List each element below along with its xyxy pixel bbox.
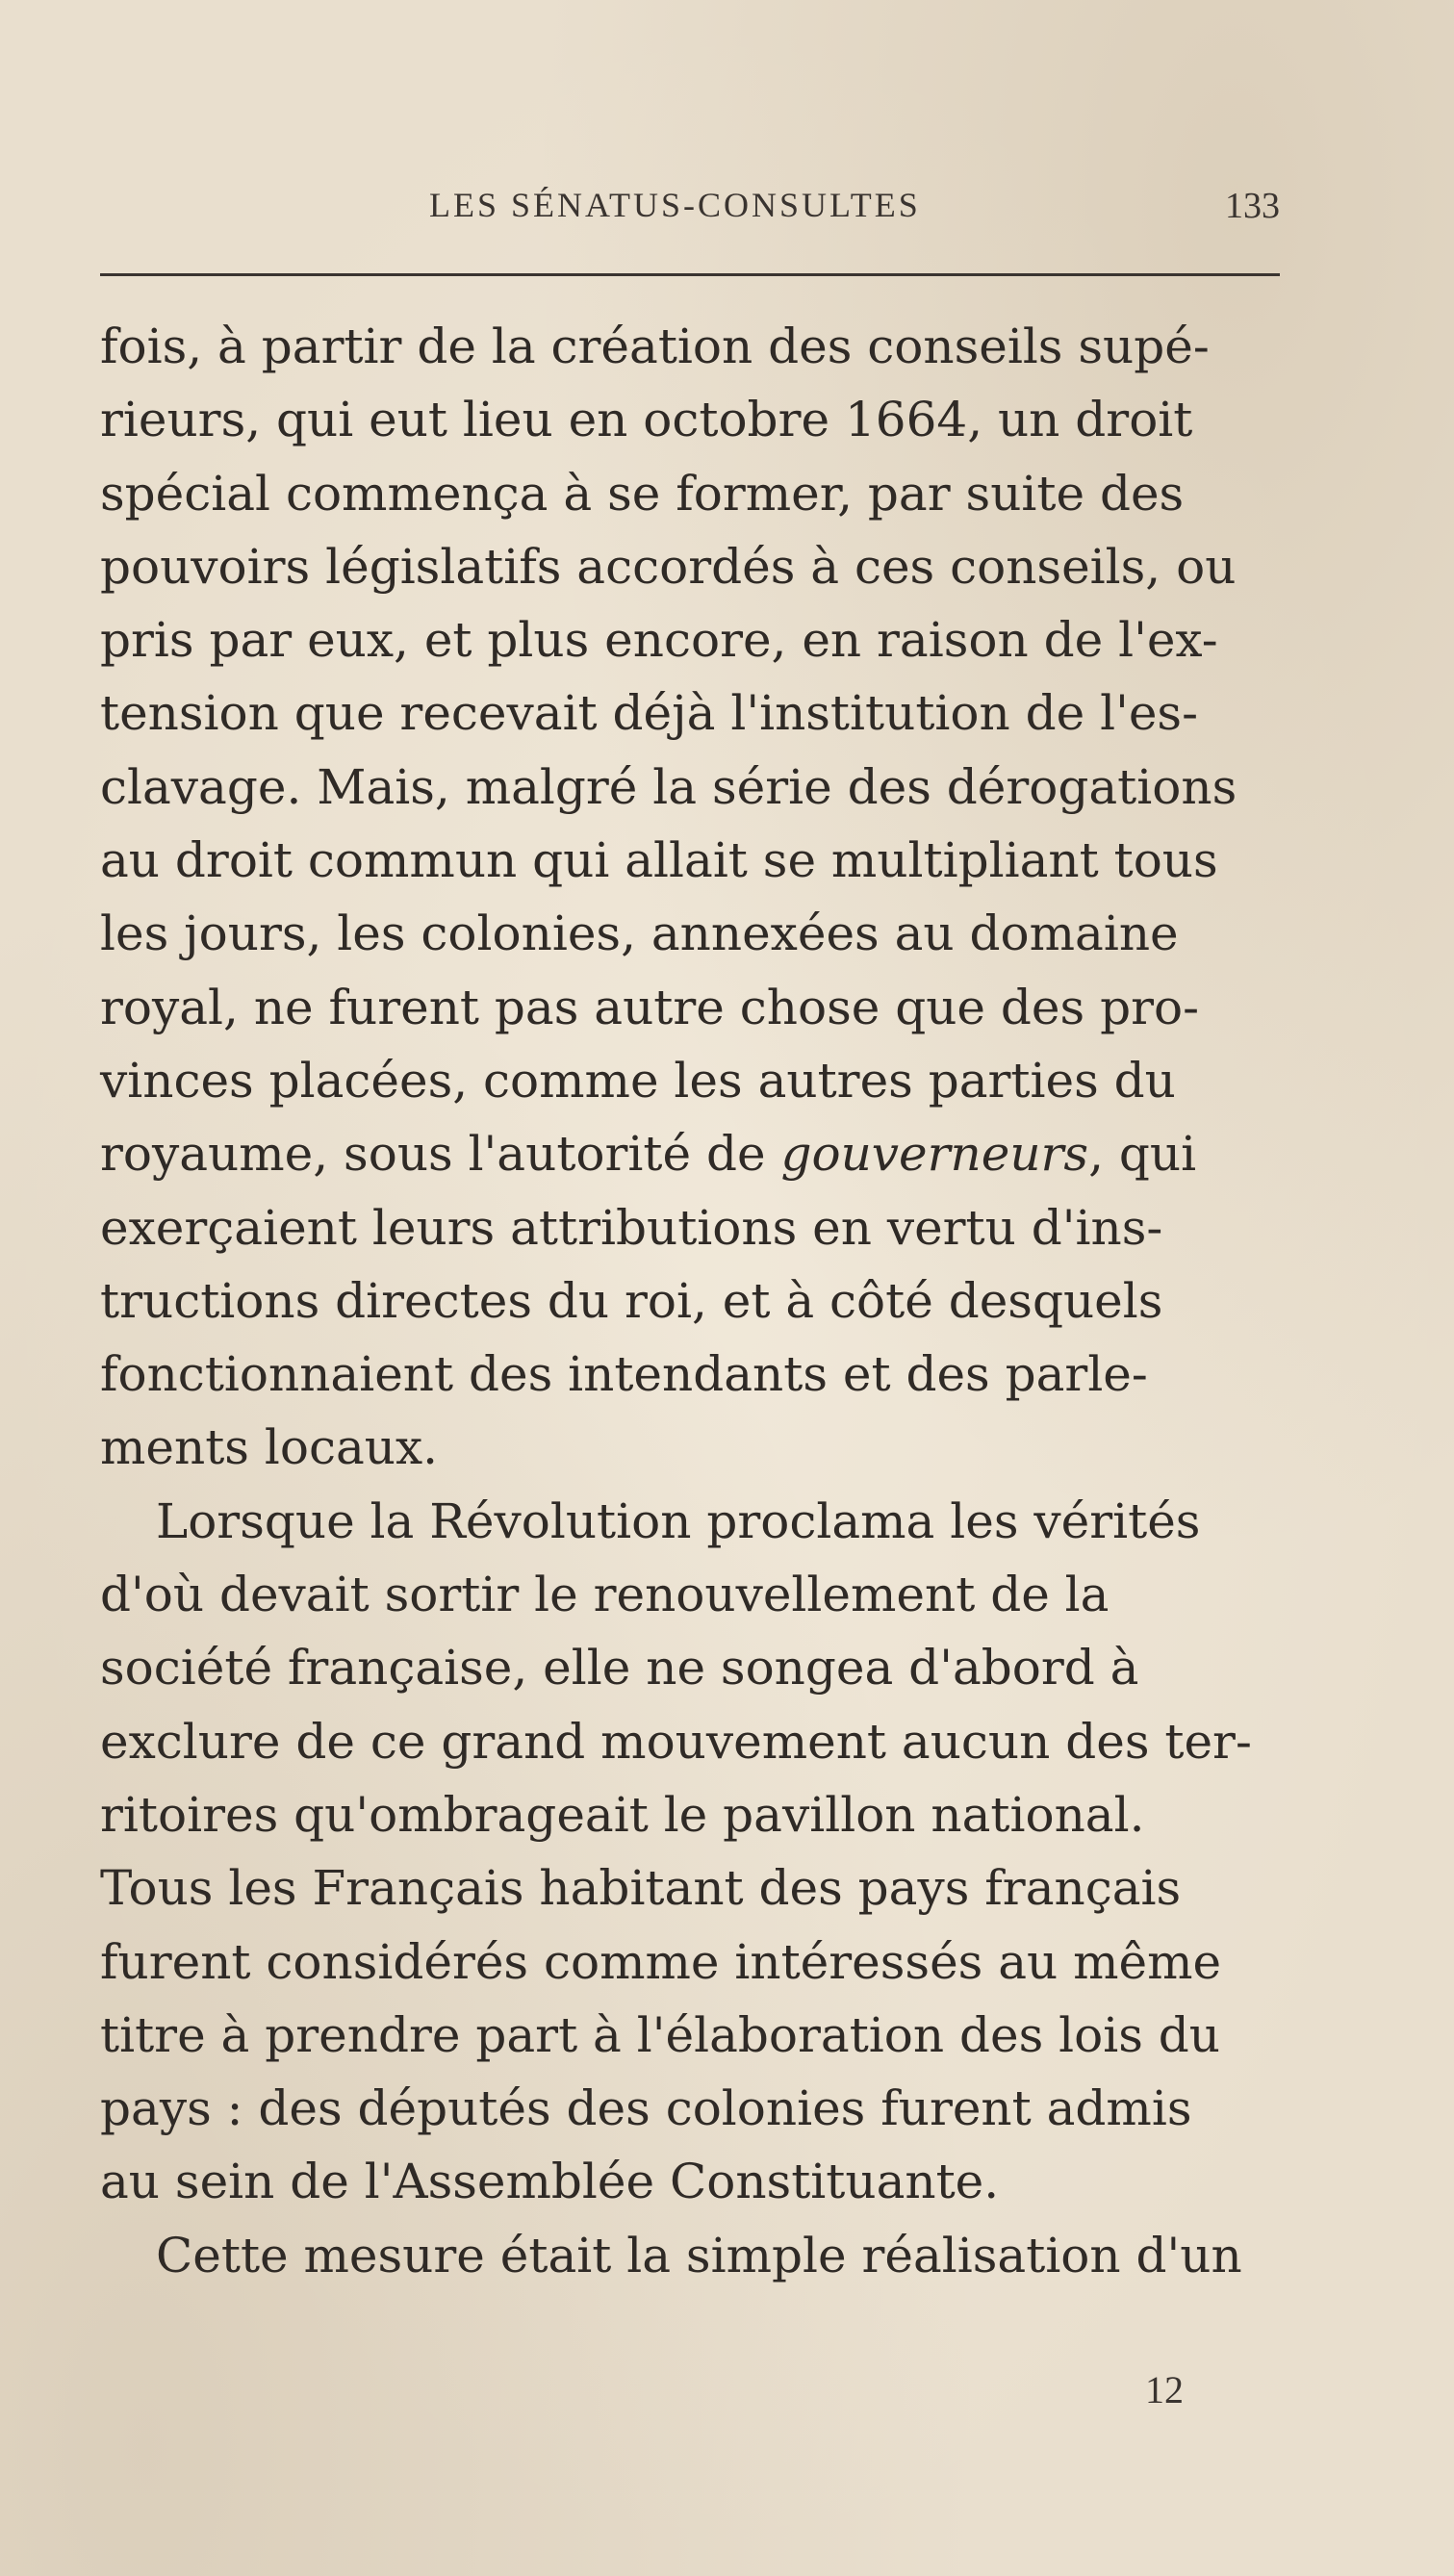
text-line: d'où devait sortir le renouvellement de la [100,1567,1110,1623]
line-segment: , qui [1088,1126,1197,1183]
text-line: furent considérés comme intéressés au même [100,1933,1222,1990]
text-line: les jours, les colonies, annexées au domaine [100,905,1179,962]
text-line: au droit commun qui allait se multipliant tous [100,832,1218,889]
text-line: pris par eux, et plus encore, en raison de l'ex- [100,612,1218,669]
text-line: ments locaux. [100,1419,439,1476]
text-line: fonctionnaient des intendants et des parle- [100,1346,1148,1403]
text-line: pays : des députés des colonies furent admis [100,2080,1192,2137]
paragraph-start-line: Cette mesure était la simple réalisation d'un [156,2227,1242,2283]
text-line: exclure de ce grand mouvement aucun des ter- [100,1713,1252,1770]
running-header [100,185,1280,233]
text-line: royal, ne furent pas autre chose que des pro- [100,979,1199,1035]
text-line: rieurs, qui eut lieu en octobre 1664, un droit [100,392,1193,448]
page-number: 133 [1225,186,1280,226]
text-line: spécial commença à se former, par suite des [100,465,1185,522]
running-title: LES SÉNATUS-CONSULTES [429,186,921,224]
text-line: fois, à partir de la création des conseils supé- [100,319,1210,374]
header-rule [100,273,1280,276]
text-line: société française, elle ne songea d'abord à [100,1640,1139,1696]
text-line: tension que recevait déjà l'institution de l'es- [100,685,1198,742]
text-line: clavage. Mais, malgré la série des dérogations [100,758,1237,815]
body-text [100,310,1313,2292]
italic-word: gouverneurs [780,1126,1089,1183]
text-line: titre à prendre part à l'élaboration des lois du [100,2006,1220,2063]
line-segment: royaume, sous l'autorité de [100,1126,781,1183]
text-line: exerçaient leurs attributions en vertu d'ins- [100,1199,1163,1256]
text-line: tructions directes du roi, et à côté desquels [100,1272,1163,1329]
text-line-italic [100,1117,1313,1190]
text-line: Tous les Français habitant des pays français [100,1860,1182,1917]
text-line: pouvoirs législatifs accordés à ces conseils, ou [100,538,1237,595]
text-line: au sein de l'Assemblée Constituante. [100,2154,1000,2210]
paragraph-start-line: Lorsque la Révolution proclama les vérités [156,1492,1201,1549]
signature-mark: 12 [1145,2368,1184,2411]
text-line: vinces placées, comme les autres parties du [100,1052,1176,1109]
text-line: ritoires qu'ombrageait le pavillon national. [100,1786,1145,1843]
